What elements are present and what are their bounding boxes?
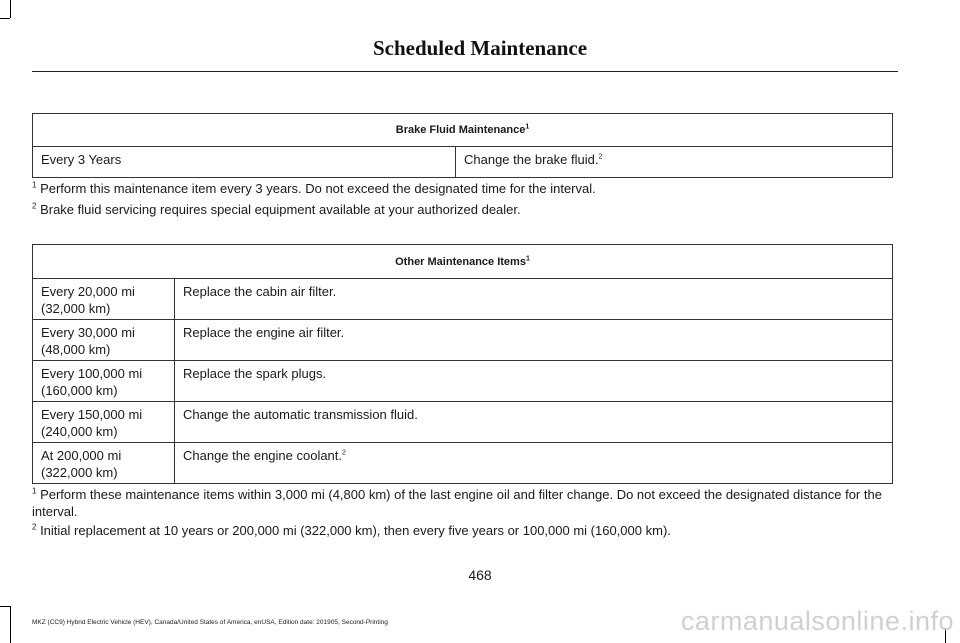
footnote-marker: 2: [598, 153, 603, 161]
table-title: [33, 114, 893, 147]
footer-edition-info: MKZ (CC9) Hybrid Electric Vehicle (HEV), Canada/United States of America, enUSA, Edition date: 201905, Second-Printing: [32, 619, 388, 626]
brake-fluid-table: [32, 113, 893, 178]
table-header-row: [33, 114, 893, 147]
footnote-marker: 2: [32, 201, 37, 211]
footnote-other-2: [32, 522, 898, 539]
action-cell: [175, 361, 893, 402]
interval-miles: Every 20,000 mi: [41, 284, 135, 299]
action-cell: [456, 147, 893, 178]
interval-km: (322,000 km): [41, 465, 118, 480]
table-row: [33, 320, 893, 361]
footnote-other-1: [32, 486, 898, 520]
footnote-marker: 1: [525, 123, 530, 131]
other-maintenance-table: [32, 244, 893, 484]
crop-mark-bottom-left-v: [10, 606, 11, 643]
footnote-marker: 1: [32, 180, 37, 190]
footnote-text: Initial replacement at 10 years or 200,000 mi (322,000 km), then every five years or 100,000 mi (160,000 km).: [36, 523, 671, 538]
interval-cell: [33, 279, 175, 320]
action-text: Replace the spark plugs.: [183, 366, 327, 381]
crop-mark-top-left-v: [10, 0, 11, 18]
action-text: Replace the cabin air filter.: [183, 284, 337, 299]
interval-cell: [33, 402, 175, 443]
table-title-text: Other Maintenance Items: [395, 255, 526, 268]
action-cell: [175, 279, 893, 320]
action-cell: [175, 443, 893, 484]
interval-cell: [33, 361, 175, 402]
page-title: Scheduled Maintenance: [372, 36, 588, 60]
footnote-text: Perform this maintenance item every 3 years. Do not exceed the designated time for the interval.: [36, 181, 596, 196]
interval-miles: Every 30,000 mi: [41, 325, 135, 340]
watermark: carmanualsonline.info: [680, 606, 954, 636]
interval-km: (240,000 km): [41, 424, 118, 439]
action-text: Change the automatic transmission fluid.: [183, 407, 418, 422]
table-row: [33, 402, 893, 443]
table-row: [33, 361, 893, 402]
footnote-marker: 2: [32, 522, 37, 532]
table-title-text: Brake Fluid Maintenance: [395, 124, 526, 136]
table-row: [33, 443, 893, 484]
interval-km: (160,000 km): [41, 383, 118, 398]
action-text: Change the brake fluid.: [464, 152, 599, 167]
action-text: Replace the engine air filter.: [183, 325, 345, 340]
interval-miles: At 200,000 mi: [41, 448, 122, 463]
crop-mark-bottom-left-h: [0, 606, 10, 607]
footnote-brake-2: [32, 201, 898, 218]
action-cell: [175, 320, 893, 361]
interval-cell: [33, 443, 175, 484]
interval-cell: Every 3 Years: [33, 147, 456, 178]
interval-km: (32,000 km): [41, 301, 111, 316]
crop-mark-top-left-h: [0, 18, 10, 19]
interval-km: (48,000 km): [41, 342, 111, 357]
footnote-text: Brake fluid servicing requires special equipment available at your authorized dealer.: [36, 202, 521, 217]
page-number: 468: [468, 567, 492, 583]
interval-cell: [33, 320, 175, 361]
interval-miles: Every 150,000 mi: [41, 407, 143, 422]
table-row: [33, 147, 893, 178]
footnote-marker: 1: [525, 254, 530, 262]
interval-miles: Every 100,000 mi: [41, 366, 143, 381]
table-header-row: [33, 245, 893, 279]
table-title: [33, 245, 893, 279]
action-text: Change the engine coolant.: [183, 448, 343, 463]
title-divider: [32, 71, 898, 72]
table-row: [33, 279, 893, 320]
footnote-marker: 2: [342, 449, 346, 457]
footnote-text: Perform these maintenance items within 3,000 mi (4,800 km) of the last engine oil and filter change. Do not exceed the designated distance for the interval.: [32, 487, 882, 519]
footnote-marker: 1: [32, 486, 37, 496]
action-cell: [175, 402, 893, 443]
footnote-brake-1: [32, 180, 898, 197]
